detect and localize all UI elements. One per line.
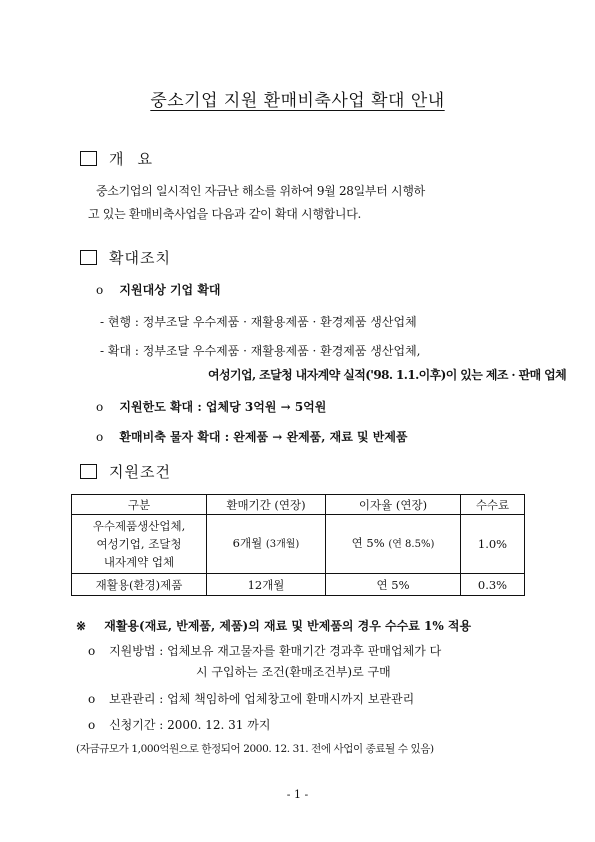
detail-method-line-1: 지원방법 : 업체보유 재고물자를 환매기간 경과후 판매업체가 다	[109, 644, 442, 658]
detail-method	[88, 642, 441, 659]
page-title: 중소기업 지원 환매비축사업 확대 안내	[150, 91, 445, 111]
fee-note-text: 재활용(재료, 반제품, 제품)의 재료 및 반제품의 경우 수수료 1% 적용	[104, 619, 472, 633]
section-expansion-heading	[80, 247, 171, 268]
reference-mark: ※	[76, 619, 87, 633]
table-cell-period: 12개월	[207, 574, 326, 596]
table-header-rate: 이자율 (연장)	[326, 495, 461, 515]
bullet-icon: o	[88, 718, 96, 732]
fee-note	[76, 617, 471, 634]
table-cell-fee: 0.3%	[461, 574, 525, 596]
section-conditions-heading	[80, 461, 171, 482]
expansion-bullet-target-text: 지원대상 기업 확대	[119, 283, 221, 297]
square-icon	[80, 151, 97, 166]
table-row	[72, 515, 525, 574]
table-row	[72, 574, 525, 596]
table-header-row	[72, 495, 525, 515]
category-line-1: 우수제품생산업체,	[92, 519, 186, 533]
detail-storage-text: 보관관리 : 업체 책임하에 업체창고에 환매시까지 보관관리	[109, 692, 415, 706]
category-line-2: 여성기업, 조달청	[96, 537, 182, 551]
overview-line-1: 중소기업의 일시적인 자금난 해소를 위하여 9월 28일부터 시행하	[96, 184, 425, 198]
bullet-icon: o	[96, 400, 104, 414]
category-line-3: 내자계약 업체	[103, 555, 175, 569]
expansion-expanded: - 확대 : 정부조달 우수제품 · 재활용제품 · 환경제품 생산업체,	[100, 344, 421, 358]
square-icon	[80, 464, 97, 479]
bullet-icon: o	[88, 644, 96, 658]
section-expansion-label: 확대조치	[109, 249, 171, 267]
section-conditions-label: 지원조건	[109, 463, 171, 481]
section-overview-heading	[80, 148, 153, 169]
table-header-category: 구분	[72, 495, 207, 515]
overview-line-2: 고 있는 환매비축사업을 다음과 같이 확대 시행합니다.	[88, 207, 362, 221]
rate-extension: (연 8.5%)	[388, 539, 435, 550]
bullet-icon: o	[96, 283, 104, 297]
expansion-bullet-goods-text: 환매비축 물자 확대 : 완제품 → 완제품, 재료 및 반제품	[119, 430, 408, 444]
table-cell-fee: 1.0%	[461, 515, 525, 574]
table-cell-period	[207, 515, 326, 574]
detail-method-line-2: 시 구입하는 조건(환매조건부)로 구매	[196, 665, 391, 679]
bullet-icon: o	[96, 430, 104, 444]
table-cell-rate	[326, 515, 461, 574]
expansion-current: - 현행 : 정부조달 우수제품 · 재활용제품 · 환경제품 생산업체	[100, 315, 417, 329]
expansion-bullet-limit	[96, 398, 326, 415]
footnote: (자금규모가 1,000억원으로 한정되어 2000. 12. 31. 전에 사업이 종료될 수 있음)	[76, 743, 434, 755]
period-value: 6개월	[232, 536, 263, 550]
detail-period-text: 신청기간 : 2000. 12. 31 까지	[109, 718, 271, 732]
table-cell-category: 재활용(환경)제품	[72, 574, 207, 596]
rate-value: 연 5%	[351, 536, 385, 550]
bullet-icon: o	[88, 692, 96, 706]
section-overview-label-a: 개	[109, 150, 138, 168]
table-header-fee: 수수료	[461, 495, 525, 515]
expansion-bullet-limit-text: 지원한도 확대 : 업체당 3억원 → 5억원	[119, 400, 327, 414]
overview-paragraph	[88, 180, 528, 226]
expansion-expanded-cont: 여성기업, 조달청 내자계약 실적('98. 1.1.이후)이 있는 제조 · 판매 업체	[208, 368, 567, 382]
detail-storage	[88, 690, 414, 707]
expansion-bullet-goods	[96, 428, 408, 445]
table-cell-rate: 연 5%	[326, 574, 461, 596]
table-header-period: 환매기간 (연장)	[207, 495, 326, 515]
table-cell-category	[72, 515, 207, 574]
section-overview-label-b: 요	[137, 150, 153, 168]
page-number: - 1 -	[286, 788, 309, 801]
period-extension: (3개월)	[265, 539, 300, 550]
conditions-table	[71, 494, 525, 596]
detail-period	[88, 716, 270, 733]
square-icon	[80, 250, 97, 265]
expansion-bullet-target	[96, 281, 221, 298]
